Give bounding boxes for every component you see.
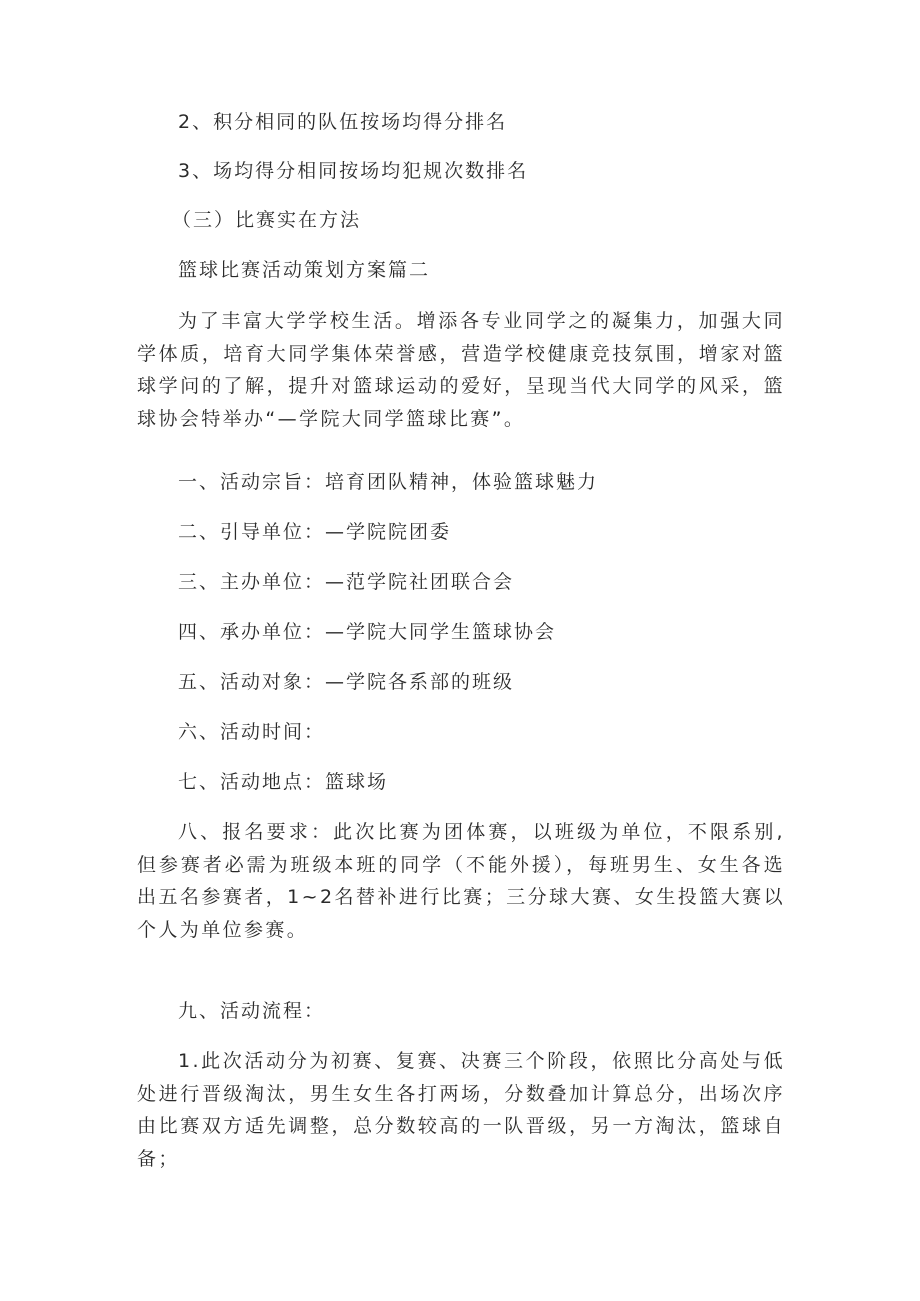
item-host-unit: 三、主办单位：—范学院社团联合会: [178, 571, 515, 593]
process-step-1-paragraph: 1.此次活动分为初赛、复赛、决赛三个阶段，依照比分高处与低处进行晋级淘汰，男生女生各打两场，分数叠加计算总分，出场次序由比赛双方适先调整，总分数较高的一队晋级，另一方淘汰，篮球自备；: [137, 1050, 785, 1170]
document-title-part-two: 篮球比赛活动策划方案篇二: [178, 259, 431, 281]
ranking-rule-3: 3、场均得分相同按场均犯规次数排名: [178, 160, 529, 182]
item-time: 六、活动时间：: [178, 721, 326, 743]
intro-paragraph: 为了丰富大学学校生活。增添各专业同学之的凝集力，加强大同学体质，培育大同学集体荣誉感，营造学校健康竞技氛围，增家对篮球学问的了解，提升对篮球运动的爱好，呈现当代大同学的风采，篮球协会特举办“—学院大同学篮球比赛”。: [137, 310, 785, 430]
item-purpose: 一、活动宗旨：培育团队精神，体验篮球魅力: [178, 471, 599, 493]
section-heading-method: （三）比赛实在方法: [172, 209, 362, 231]
item-guiding-unit: 二、引导单位：—学院院团委: [178, 521, 452, 543]
item-location: 七、活动地点：篮球场: [178, 771, 389, 793]
registration-paragraph: 八、报名要求：此次比赛为团体赛，以班级为单位，不限系别,但参赛者必需为班级本班的同学（不能外援），每班男生、女生各选出五名参赛者，1~2名替补进行比赛；三分球大赛、女生投篮大赛以个人为单位参赛。: [137, 821, 785, 941]
item-participants: 五、活动对象：—学院各系部的班级: [178, 671, 515, 693]
ranking-rule-2: 2、积分相同的队伍按场均得分排名: [178, 111, 508, 133]
item-organizer: 四、承办单位：—学院大同学生篮球协会: [178, 621, 557, 643]
process-heading: 九、活动流程：: [178, 1000, 326, 1022]
